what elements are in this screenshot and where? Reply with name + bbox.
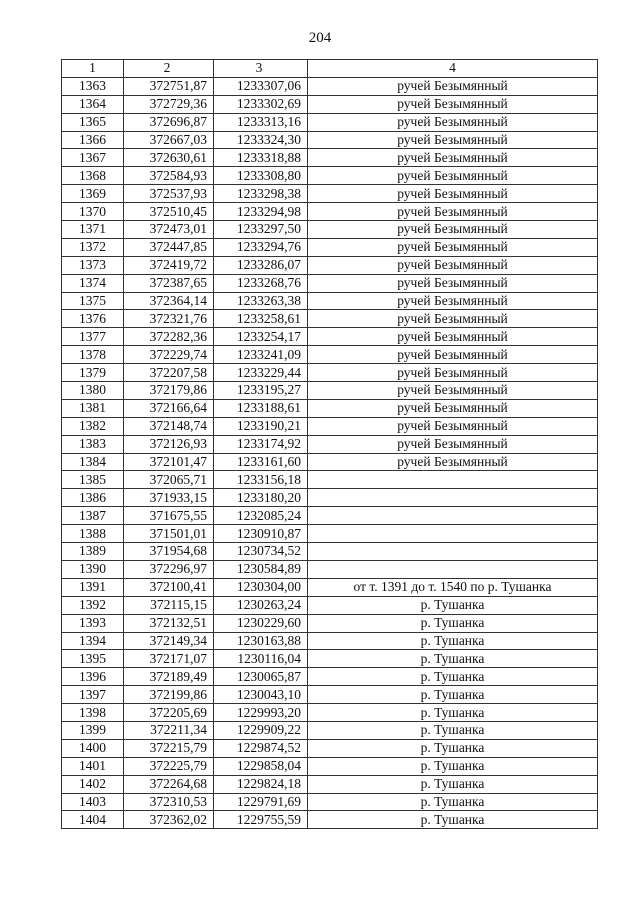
cell-description: ручей Безымянный bbox=[308, 238, 598, 256]
cell-x-coordinate: 372205,69 bbox=[124, 704, 214, 722]
table-row bbox=[62, 775, 598, 793]
cell-description: р. Тушанка bbox=[308, 650, 598, 668]
cell-point-number: 1382 bbox=[62, 417, 124, 435]
table-row bbox=[62, 328, 598, 346]
cell-description bbox=[308, 525, 598, 543]
cell-x-coordinate: 372751,87 bbox=[124, 77, 214, 95]
cell-point-number: 1375 bbox=[62, 292, 124, 310]
cell-point-number: 1389 bbox=[62, 543, 124, 561]
cell-point-number: 1395 bbox=[62, 650, 124, 668]
table-header bbox=[62, 60, 598, 78]
cell-x-coordinate: 372149,34 bbox=[124, 632, 214, 650]
table-row bbox=[62, 256, 598, 274]
cell-description: ручей Безымянный bbox=[308, 399, 598, 417]
cell-point-number: 1376 bbox=[62, 310, 124, 328]
cell-y-coordinate: 1229909,22 bbox=[214, 721, 308, 739]
table-row bbox=[62, 346, 598, 364]
table-row bbox=[62, 489, 598, 507]
cell-y-coordinate: 1230734,52 bbox=[214, 543, 308, 561]
table-row bbox=[62, 507, 598, 525]
cell-description: р. Тушанка bbox=[308, 739, 598, 757]
cell-x-coordinate: 372229,74 bbox=[124, 346, 214, 364]
cell-description: ручей Безымянный bbox=[308, 221, 598, 239]
cell-description bbox=[308, 507, 598, 525]
cell-y-coordinate: 1233294,76 bbox=[214, 238, 308, 256]
cell-description: ручей Безымянный bbox=[308, 149, 598, 167]
table-row bbox=[62, 757, 598, 775]
cell-point-number: 1384 bbox=[62, 453, 124, 471]
cell-y-coordinate: 1229858,04 bbox=[214, 757, 308, 775]
cell-point-number: 1383 bbox=[62, 435, 124, 453]
cell-description: ручей Безымянный bbox=[308, 203, 598, 221]
cell-y-coordinate: 1233308,80 bbox=[214, 167, 308, 185]
cell-x-coordinate: 372100,41 bbox=[124, 578, 214, 596]
cell-x-coordinate: 372447,85 bbox=[124, 238, 214, 256]
cell-x-coordinate: 372215,79 bbox=[124, 739, 214, 757]
cell-point-number: 1369 bbox=[62, 185, 124, 203]
cell-point-number: 1373 bbox=[62, 256, 124, 274]
cell-point-number: 1401 bbox=[62, 757, 124, 775]
cell-description: р. Тушанка bbox=[308, 686, 598, 704]
table-row bbox=[62, 149, 598, 167]
cell-x-coordinate: 372667,03 bbox=[124, 131, 214, 149]
cell-point-number: 1403 bbox=[62, 793, 124, 811]
cell-point-number: 1388 bbox=[62, 525, 124, 543]
cell-point-number: 1396 bbox=[62, 668, 124, 686]
cell-x-coordinate: 372148,74 bbox=[124, 417, 214, 435]
table-row bbox=[62, 131, 598, 149]
table-row bbox=[62, 739, 598, 757]
column-header-x: 2 bbox=[124, 60, 214, 78]
cell-y-coordinate: 1233318,88 bbox=[214, 149, 308, 167]
cell-x-coordinate: 372189,49 bbox=[124, 668, 214, 686]
cell-description: ручей Безымянный bbox=[308, 435, 598, 453]
cell-point-number: 1390 bbox=[62, 560, 124, 578]
cell-point-number: 1380 bbox=[62, 382, 124, 400]
cell-x-coordinate: 372321,76 bbox=[124, 310, 214, 328]
cell-y-coordinate: 1230304,00 bbox=[214, 578, 308, 596]
cell-point-number: 1393 bbox=[62, 614, 124, 632]
cell-y-coordinate: 1230043,10 bbox=[214, 686, 308, 704]
table-row bbox=[62, 185, 598, 203]
column-header-y: 3 bbox=[214, 60, 308, 78]
cell-x-coordinate: 372362,02 bbox=[124, 811, 214, 829]
cell-description: р. Тушанка bbox=[308, 632, 598, 650]
cell-y-coordinate: 1233297,50 bbox=[214, 221, 308, 239]
table-body bbox=[62, 77, 598, 828]
cell-description: р. Тушанка bbox=[308, 668, 598, 686]
cell-y-coordinate: 1233268,76 bbox=[214, 274, 308, 292]
table-row bbox=[62, 203, 598, 221]
cell-x-coordinate: 371501,01 bbox=[124, 525, 214, 543]
cell-point-number: 1392 bbox=[62, 596, 124, 614]
cell-x-coordinate: 372132,51 bbox=[124, 614, 214, 632]
cell-x-coordinate: 372166,64 bbox=[124, 399, 214, 417]
cell-point-number: 1404 bbox=[62, 811, 124, 829]
cell-point-number: 1391 bbox=[62, 578, 124, 596]
cell-y-coordinate: 1233307,06 bbox=[214, 77, 308, 95]
table-row bbox=[62, 292, 598, 310]
cell-point-number: 1400 bbox=[62, 739, 124, 757]
cell-y-coordinate: 1232085,24 bbox=[214, 507, 308, 525]
cell-y-coordinate: 1233188,61 bbox=[214, 399, 308, 417]
table-row bbox=[62, 560, 598, 578]
cell-x-coordinate: 372171,07 bbox=[124, 650, 214, 668]
cell-point-number: 1374 bbox=[62, 274, 124, 292]
table-row bbox=[62, 704, 598, 722]
table-row bbox=[62, 811, 598, 829]
cell-description: от т. 1391 до т. 1540 по р. Тушанка bbox=[308, 578, 598, 596]
table-row bbox=[62, 471, 598, 489]
cell-x-coordinate: 372630,61 bbox=[124, 149, 214, 167]
cell-x-coordinate: 372419,72 bbox=[124, 256, 214, 274]
cell-x-coordinate: 372387,65 bbox=[124, 274, 214, 292]
table-row bbox=[62, 525, 598, 543]
cell-point-number: 1394 bbox=[62, 632, 124, 650]
cell-point-number: 1363 bbox=[62, 77, 124, 95]
cell-y-coordinate: 1229993,20 bbox=[214, 704, 308, 722]
cell-y-coordinate: 1233298,38 bbox=[214, 185, 308, 203]
cell-y-coordinate: 1230584,89 bbox=[214, 560, 308, 578]
header-row bbox=[62, 60, 598, 78]
table-row bbox=[62, 77, 598, 95]
table-row bbox=[62, 435, 598, 453]
cell-description: р. Тушанка bbox=[308, 704, 598, 722]
cell-description: р. Тушанка bbox=[308, 811, 598, 829]
table-row bbox=[62, 650, 598, 668]
cell-x-coordinate: 372199,86 bbox=[124, 686, 214, 704]
table-row bbox=[62, 543, 598, 561]
cell-point-number: 1399 bbox=[62, 721, 124, 739]
cell-description: ручей Безымянный bbox=[308, 364, 598, 382]
cell-description: ручей Безымянный bbox=[308, 131, 598, 149]
cell-x-coordinate: 372101,47 bbox=[124, 453, 214, 471]
cell-description: р. Тушанка bbox=[308, 596, 598, 614]
cell-description: р. Тушанка bbox=[308, 775, 598, 793]
cell-point-number: 1377 bbox=[62, 328, 124, 346]
table-row bbox=[62, 364, 598, 382]
cell-y-coordinate: 1233156,18 bbox=[214, 471, 308, 489]
table-row bbox=[62, 632, 598, 650]
table-row bbox=[62, 721, 598, 739]
table-row bbox=[62, 310, 598, 328]
cell-y-coordinate: 1230229,60 bbox=[214, 614, 308, 632]
cell-x-coordinate: 372282,36 bbox=[124, 328, 214, 346]
cell-x-coordinate: 372310,53 bbox=[124, 793, 214, 811]
cell-y-coordinate: 1233294,98 bbox=[214, 203, 308, 221]
cell-y-coordinate: 1229755,59 bbox=[214, 811, 308, 829]
cell-point-number: 1379 bbox=[62, 364, 124, 382]
table-row bbox=[62, 113, 598, 131]
cell-y-coordinate: 1233161,60 bbox=[214, 453, 308, 471]
cell-x-coordinate: 371675,55 bbox=[124, 507, 214, 525]
cell-description: ручей Безымянный bbox=[308, 328, 598, 346]
cell-description: ручей Безымянный bbox=[308, 292, 598, 310]
cell-y-coordinate: 1233302,69 bbox=[214, 95, 308, 113]
cell-y-coordinate: 1230163,88 bbox=[214, 632, 308, 650]
cell-description: ручей Безымянный bbox=[308, 453, 598, 471]
cell-x-coordinate: 372584,93 bbox=[124, 167, 214, 185]
cell-y-coordinate: 1229791,69 bbox=[214, 793, 308, 811]
cell-x-coordinate: 372065,71 bbox=[124, 471, 214, 489]
table-row bbox=[62, 793, 598, 811]
cell-description bbox=[308, 560, 598, 578]
cell-description: р. Тушанка bbox=[308, 614, 598, 632]
cell-description: ручей Безымянный bbox=[308, 113, 598, 131]
cell-x-coordinate: 372296,97 bbox=[124, 560, 214, 578]
cell-y-coordinate: 1233174,92 bbox=[214, 435, 308, 453]
cell-y-coordinate: 1230065,87 bbox=[214, 668, 308, 686]
table-row bbox=[62, 274, 598, 292]
cell-description: р. Тушанка bbox=[308, 793, 598, 811]
cell-point-number: 1365 bbox=[62, 113, 124, 131]
cell-y-coordinate: 1233263,38 bbox=[214, 292, 308, 310]
cell-description: ручей Безымянный bbox=[308, 95, 598, 113]
table-row bbox=[62, 596, 598, 614]
cell-point-number: 1387 bbox=[62, 507, 124, 525]
cell-point-number: 1402 bbox=[62, 775, 124, 793]
cell-point-number: 1366 bbox=[62, 131, 124, 149]
table-row bbox=[62, 167, 598, 185]
column-header-number: 1 bbox=[62, 60, 124, 78]
cell-point-number: 1364 bbox=[62, 95, 124, 113]
cell-y-coordinate: 1233254,17 bbox=[214, 328, 308, 346]
cell-x-coordinate: 372537,93 bbox=[124, 185, 214, 203]
table-row bbox=[62, 417, 598, 435]
cell-y-coordinate: 1233241,09 bbox=[214, 346, 308, 364]
table-row bbox=[62, 399, 598, 417]
cell-point-number: 1367 bbox=[62, 149, 124, 167]
cell-description: ручей Безымянный bbox=[308, 346, 598, 364]
cell-y-coordinate: 1233258,61 bbox=[214, 310, 308, 328]
cell-y-coordinate: 1230116,04 bbox=[214, 650, 308, 668]
table-row bbox=[62, 578, 598, 596]
cell-y-coordinate: 1233286,07 bbox=[214, 256, 308, 274]
cell-point-number: 1386 bbox=[62, 489, 124, 507]
cell-y-coordinate: 1233229,44 bbox=[214, 364, 308, 382]
cell-description: ручей Безымянный bbox=[308, 167, 598, 185]
cell-y-coordinate: 1233313,16 bbox=[214, 113, 308, 131]
cell-x-coordinate: 372179,86 bbox=[124, 382, 214, 400]
cell-x-coordinate: 372115,15 bbox=[124, 596, 214, 614]
table-row bbox=[62, 382, 598, 400]
cell-point-number: 1368 bbox=[62, 167, 124, 185]
column-header-description: 4 bbox=[308, 60, 598, 78]
cell-y-coordinate: 1229824,18 bbox=[214, 775, 308, 793]
cell-x-coordinate: 372126,93 bbox=[124, 435, 214, 453]
cell-point-number: 1371 bbox=[62, 221, 124, 239]
cell-x-coordinate: 372225,79 bbox=[124, 757, 214, 775]
cell-x-coordinate: 372473,01 bbox=[124, 221, 214, 239]
cell-x-coordinate: 372510,45 bbox=[124, 203, 214, 221]
cell-description: ручей Безымянный bbox=[308, 274, 598, 292]
cell-y-coordinate: 1233180,20 bbox=[214, 489, 308, 507]
cell-point-number: 1398 bbox=[62, 704, 124, 722]
cell-description: ручей Безымянный bbox=[308, 417, 598, 435]
cell-x-coordinate: 372729,36 bbox=[124, 95, 214, 113]
table-row bbox=[62, 95, 598, 113]
cell-y-coordinate: 1233324,30 bbox=[214, 131, 308, 149]
cell-point-number: 1372 bbox=[62, 238, 124, 256]
cell-x-coordinate: 372211,34 bbox=[124, 721, 214, 739]
table-row bbox=[62, 668, 598, 686]
cell-description bbox=[308, 489, 598, 507]
cell-x-coordinate: 372696,87 bbox=[124, 113, 214, 131]
cell-description: ручей Безымянный bbox=[308, 256, 598, 274]
cell-description: ручей Безымянный bbox=[308, 310, 598, 328]
cell-y-coordinate: 1230910,87 bbox=[214, 525, 308, 543]
table-row bbox=[62, 221, 598, 239]
cell-point-number: 1397 bbox=[62, 686, 124, 704]
cell-description: ручей Безымянный bbox=[308, 77, 598, 95]
cell-description bbox=[308, 471, 598, 489]
cell-x-coordinate: 371933,15 bbox=[124, 489, 214, 507]
cell-x-coordinate: 372364,14 bbox=[124, 292, 214, 310]
cell-x-coordinate: 371954,68 bbox=[124, 543, 214, 561]
coordinates-table bbox=[61, 59, 598, 829]
cell-description: ручей Безымянный bbox=[308, 185, 598, 203]
cell-point-number: 1378 bbox=[62, 346, 124, 364]
cell-description: р. Тушанка bbox=[308, 721, 598, 739]
cell-point-number: 1385 bbox=[62, 471, 124, 489]
cell-y-coordinate: 1230263,24 bbox=[214, 596, 308, 614]
table-row bbox=[62, 453, 598, 471]
cell-description: ручей Безымянный bbox=[308, 382, 598, 400]
cell-point-number: 1370 bbox=[62, 203, 124, 221]
cell-y-coordinate: 1233195,27 bbox=[214, 382, 308, 400]
cell-description bbox=[308, 543, 598, 561]
table-row bbox=[62, 686, 598, 704]
cell-x-coordinate: 372264,68 bbox=[124, 775, 214, 793]
cell-y-coordinate: 1233190,21 bbox=[214, 417, 308, 435]
cell-description: р. Тушанка bbox=[308, 757, 598, 775]
table-row bbox=[62, 614, 598, 632]
cell-point-number: 1381 bbox=[62, 399, 124, 417]
cell-x-coordinate: 372207,58 bbox=[124, 364, 214, 382]
table-row bbox=[62, 238, 598, 256]
cell-y-coordinate: 1229874,52 bbox=[214, 739, 308, 757]
page-number: 204 bbox=[308, 30, 332, 46]
